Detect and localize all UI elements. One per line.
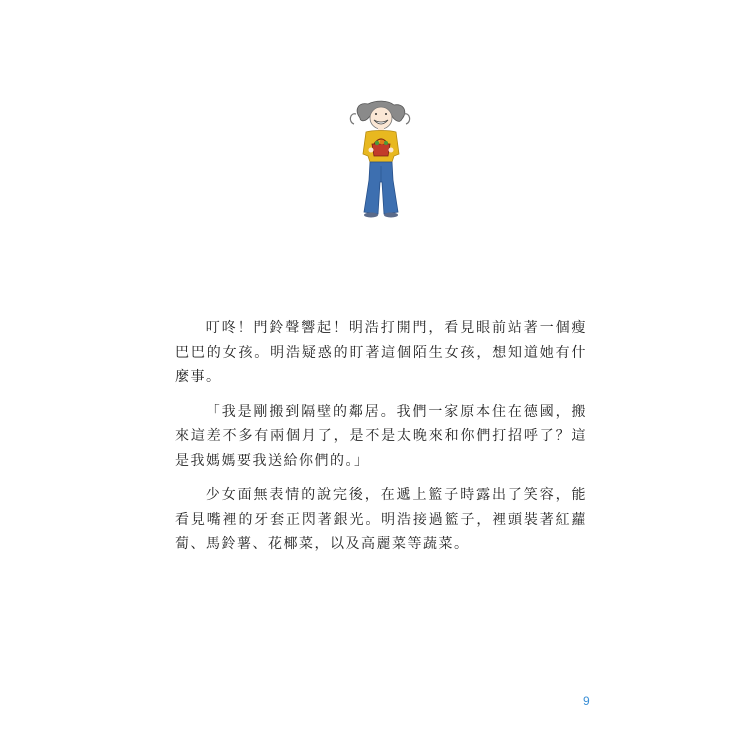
face-shape (370, 107, 392, 129)
paragraph: 少女面無表情的說完後，在遞上籃子時露出了笑容，能看見嘴裡的牙套正閃著銀光。明浩接過籃子，裡頭裝著紅蘿蔔、馬鈴薯、花椰菜，以及高麗菜等蔬菜。 (175, 487, 587, 552)
girl-holding-basket-illustration (346, 100, 416, 224)
paragraph: 叮咚！門鈴聲響起！明浩打開門，看見眼前站著一個瘦巴巴的女孩。明浩疑惑的盯著這個陌生女孩，想知道她有什麼事。 (175, 320, 587, 385)
basket-shape (372, 144, 390, 156)
page-number: 9 (583, 694, 590, 708)
girl-illustration-svg (346, 100, 416, 224)
story-text (175, 316, 587, 567)
paragraph-dialogue: 「我是剛搬到隔壁的鄰居。我們一家原本住在德國，搬來這差不多有兩個月了，是不是太晚來和你們打招呼了？這是我媽媽要我送給你們的。」 (175, 403, 587, 469)
